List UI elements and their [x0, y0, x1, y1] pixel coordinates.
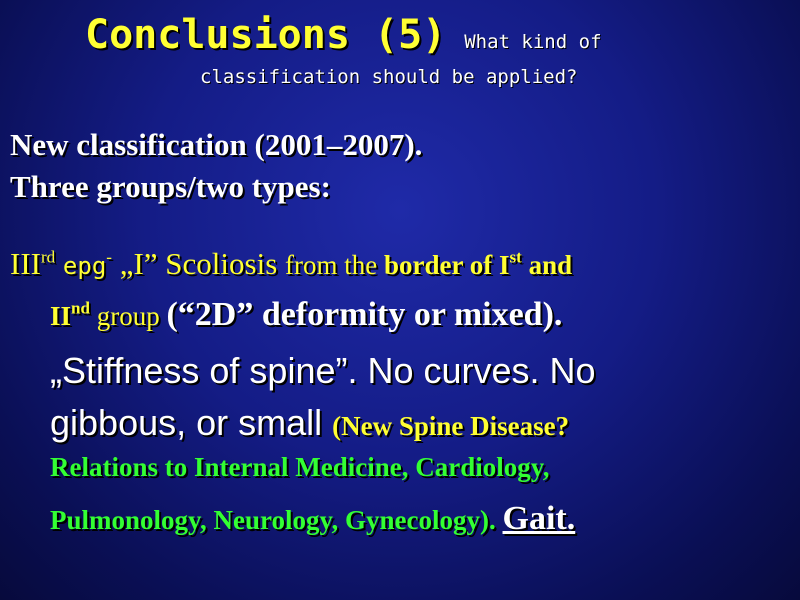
and-text: and — [521, 250, 573, 280]
body-line-2 — [50, 296, 562, 334]
intro-block — [10, 124, 422, 208]
epg-label: epg — [62, 252, 107, 280]
body-line-4 — [50, 402, 569, 444]
intro-line-classification: New classification (2001–2007). — [10, 127, 423, 162]
gait-link: Gait. — [502, 500, 576, 537]
roman-ii: II — [50, 301, 72, 331]
scoliosis-word: Scoliosis — [157, 246, 286, 281]
slide-title — [85, 12, 602, 58]
body-line-5: Relations to Internal Medicine, Cardiology, — [50, 452, 550, 482]
intro-line-groups: Three groups/two types: — [10, 169, 331, 204]
nd-suffix: nd — [71, 298, 90, 318]
roman-numeral: III — [10, 246, 41, 281]
border-text: border of I — [384, 250, 510, 280]
group-word: group — [89, 301, 167, 331]
type-label: „I” — [119, 246, 158, 281]
st-suffix: st — [509, 247, 522, 267]
body-line-1 — [10, 246, 572, 282]
ordinal-suffix: rd — [40, 247, 56, 267]
dash: - — [106, 247, 112, 267]
title-subtitle-line2: classification should be applied? — [200, 66, 578, 88]
new-spine-disease: (New Spine Disease? — [332, 411, 570, 441]
body-line-6 — [50, 500, 575, 538]
gibbous-text: gibbous, or small — [50, 402, 333, 443]
deformity-text: (“2D” deformity or mixed). — [166, 296, 563, 333]
body-line-3: „Stiffness of spine”. No curves. No — [50, 350, 596, 391]
title-main: Conclusions (5) — [85, 12, 447, 58]
specialties-text: Pulmonology, Neurology, Gynecology). — [50, 505, 503, 535]
title-subtitle-line1: What kind of — [464, 31, 602, 53]
from-the: from the — [285, 250, 384, 280]
